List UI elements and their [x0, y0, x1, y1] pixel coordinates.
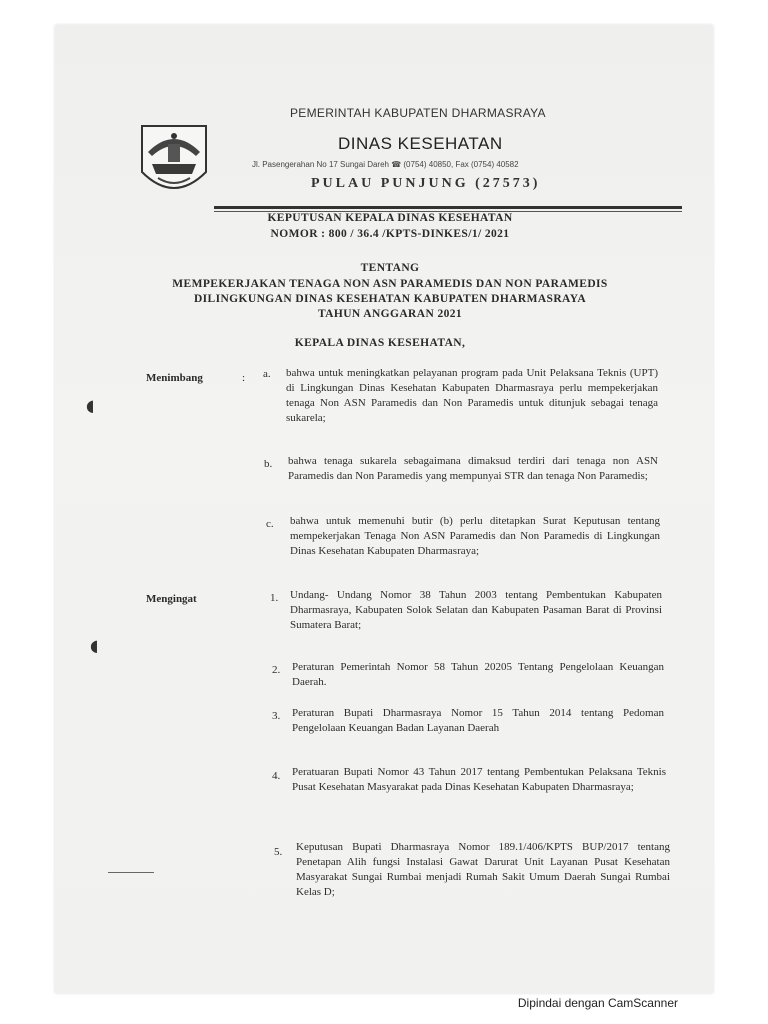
decree-number: NOMOR : 800 / 36.4 /KPTS-DINKES/1/ 2021: [270, 228, 510, 240]
menimbang-label: Menimbang: [146, 372, 203, 384]
decree-title: KEPUTUSAN KEPALA DINAS KESEHATAN: [267, 212, 513, 224]
mengingat-label: Mengingat: [146, 593, 197, 605]
mengingat-2-marker: 2.: [272, 664, 281, 676]
menimbang-c-marker: c.: [266, 518, 274, 530]
subject-line-3: TAHUN ANGGARAN 2021: [317, 308, 463, 320]
subject-line-2: DILINGKUNGAN DINAS KESEHATAN KABUPATEN DHARMASRAYA: [193, 293, 587, 305]
official-title: KEPALA DINAS KESEHATAN,: [294, 337, 466, 349]
menimbang-b-marker: b.: [264, 458, 273, 470]
mengingat-3-marker: 3.: [272, 710, 281, 722]
mengingat-4-marker: 4.: [272, 770, 281, 782]
pen-stroke: [108, 872, 154, 873]
regency-emblem-icon: [138, 122, 210, 200]
subject-line-1: MEMPEKERJAKAN TENAGA NON ASN PARAMEDIS DAN NON PARAMEDIS: [172, 278, 608, 290]
office-city: PULAU PUNJUNG (27573): [311, 176, 541, 191]
menimbang-colon: :: [242, 372, 246, 384]
mengingat-1-marker: 1.: [270, 592, 279, 604]
hole-punch-mark: ◖: [86, 396, 95, 415]
mengingat-4-text: Peratuaran Bupati Nomor 43 Tahun 2017 tentang Pembentukan Pelaksana Teknis Pusat Kesehatan Masyarakat pada Dinas Kesehatan Kabupaten Dharmasraya;: [292, 766, 666, 793]
mengingat-3-text: Peraturan Bupati Dharmasraya Nomor 15 Tahun 2014 tentang Pedoman Pengelolaan Keuangan Badan Layanan Daerah: [292, 707, 664, 734]
menimbang-a-text: bahwa untuk meningkatkan pelayanan program pada Unit Pelaksana Teknis (UPT) di Lingkungan Dinas Kesehatan Kabupaten Dharmasraya perlu mempekerjakan tenaga Non ASN Paramedis dan Non Paramedis untuk ditunjuk sebagai tenaga sukarela;: [286, 367, 658, 424]
menimbang-b-text: bahwa tenaga sukarela sebagaimana dimaksud terdiri dari tenaga non ASN Paramedis dan Non Paramedis yang mempunyai STR dan tenaga Non Paramedis;: [288, 455, 658, 482]
government-name: PEMERINTAH KABUPATEN DHARMASRAYA: [290, 106, 546, 120]
mengingat-5-text: Keputusan Bupati Dharmasraya Nomor 189.1/406/KPTS BUP/2017 tentang Penetapan Alih fungsi Instalasi Gawat Darurat Unit Layanan Pusat Kesehatan Masyarakat Sungai Rumbai menjadi Rumah Sakit Umum Daerah Sungai Rumbai Kelas D;: [296, 841, 670, 898]
mengingat-5-marker: 5.: [274, 846, 283, 858]
letterhead-rule: [214, 206, 682, 209]
mengingat-1-text: Undang- Undang Nomor 38 Tahun 2003 tentang Pembentukan Kabupaten Dharmasraya, Kabupaten Solok Selatan dan Kabupaten Pasaman Barat di Provinsi Sumatera Barat;: [290, 589, 662, 631]
mengingat-2-text: Peraturan Pemerintah Nomor 58 Tahun 20205 Tentang Pengelolaan Keuangan Daerah.: [292, 661, 664, 688]
office-address: Jl. Pasengerahan No 17 Sungai Dareh ☎ (0754) 40850, Fax (0754) 40582: [252, 160, 519, 169]
about-label: TENTANG: [360, 262, 420, 274]
department-name: DINAS KESEHATAN: [338, 134, 503, 153]
menimbang-c-text: bahwa untuk memenuhi butir (b) perlu ditetapkan Surat Keputusan tentang mempekerjakan Tenaga Non ASN Paramedis dan Non Paramedis di Lingkungan Dinas Kesehatan Kabupaten Dharmasraya;: [290, 515, 660, 557]
hole-punch-mark: ◖: [90, 636, 99, 655]
scanner-watermark: Dipindai dengan CamScanner: [517, 996, 678, 1010]
menimbang-a-marker: a.: [263, 368, 271, 380]
